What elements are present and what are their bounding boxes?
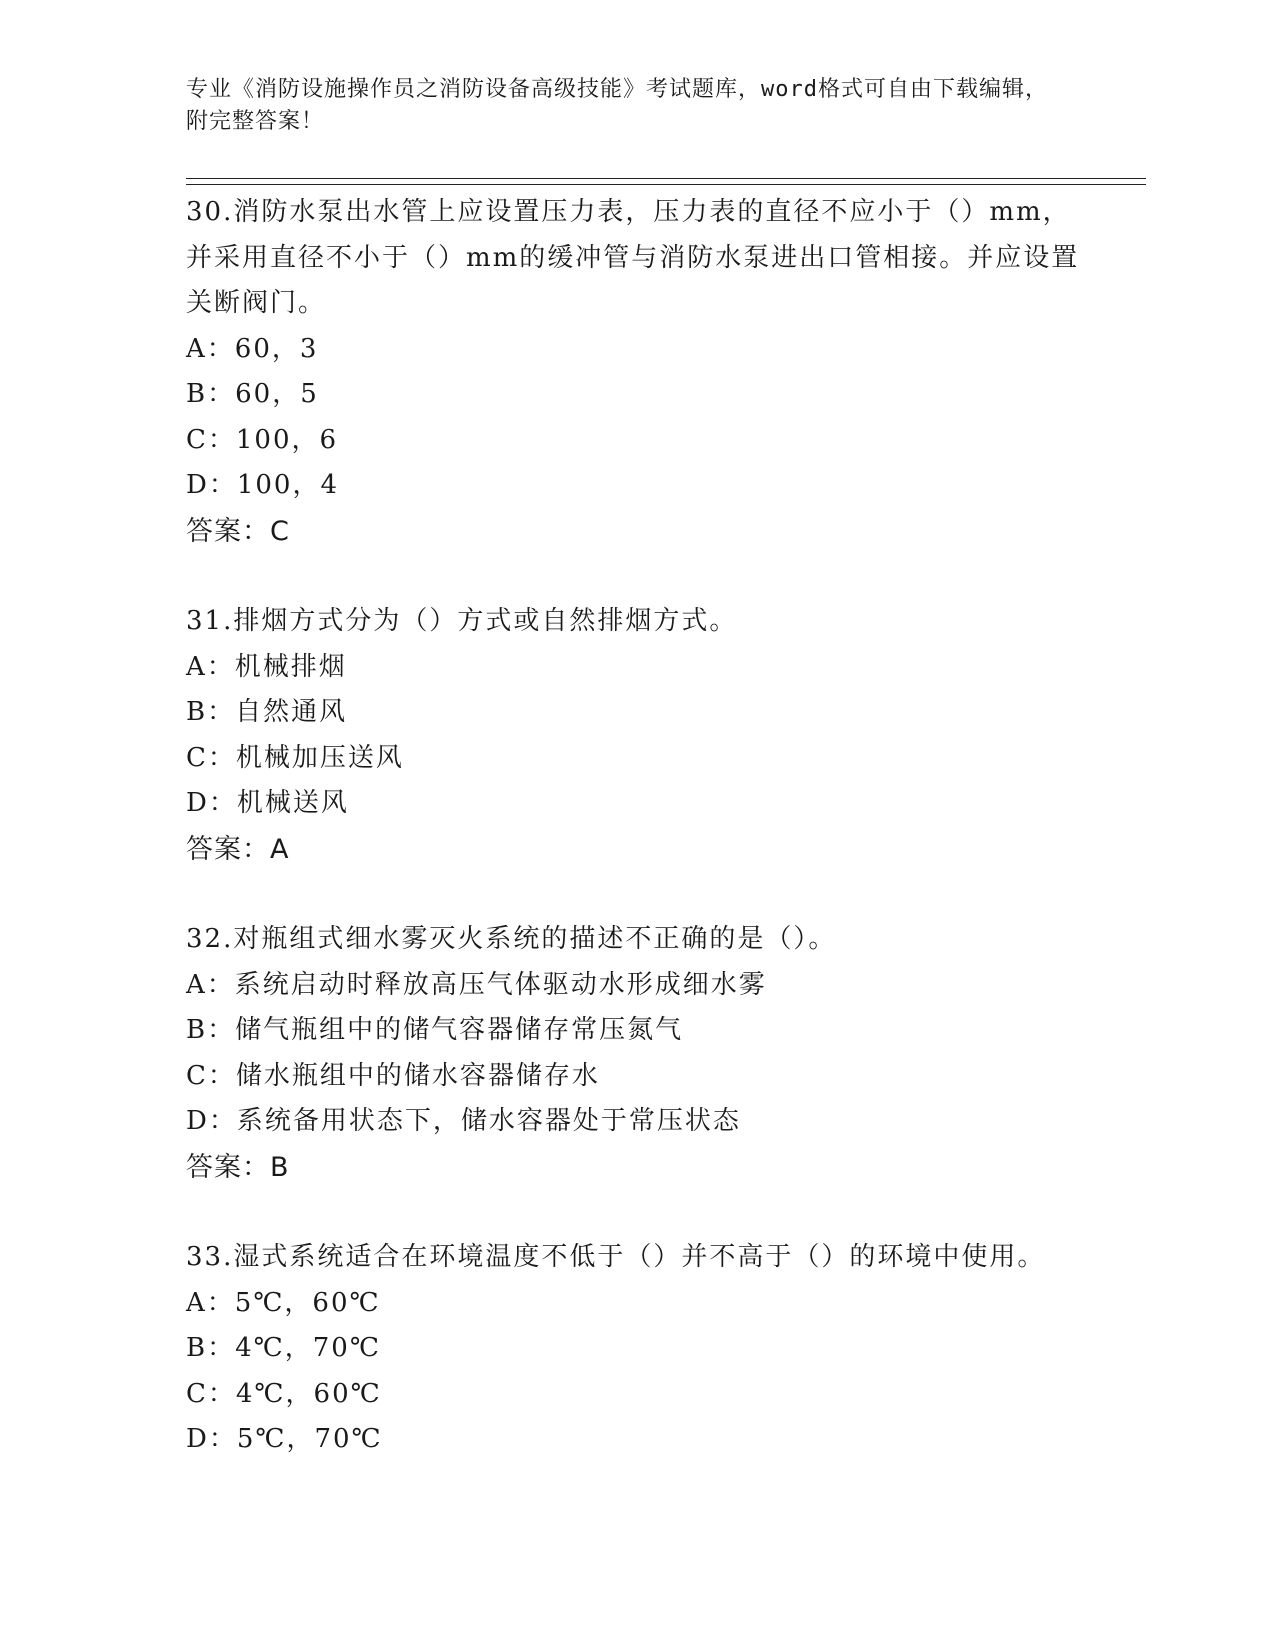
option-d: D：5℃，70℃	[186, 1424, 383, 1454]
question-31	[186, 599, 1086, 872]
option-b: B：自然通风	[186, 697, 348, 727]
question-list	[186, 190, 1086, 1463]
question-stem: 31.排烟方式分为（）方式或自然排烟方式。	[186, 606, 738, 636]
option-d: D：100，4	[186, 470, 340, 500]
question-30	[186, 190, 1086, 554]
option-a: A：机械排烟	[186, 651, 347, 682]
option-b: B：储气瓶组中的储气容器储存常压氮气	[186, 1015, 684, 1045]
option-c: C：100，6	[186, 424, 339, 455]
option-d: D：机械送风	[186, 788, 349, 818]
option-c: C：4℃，60℃	[186, 1378, 382, 1409]
question-33	[186, 1235, 1086, 1463]
header-divider-bottom	[186, 184, 1146, 185]
option-c: C：机械加压送风	[186, 742, 404, 773]
option-d: D：系统备用状态下，储水容器处于常压状态	[186, 1106, 741, 1136]
option-b: B：60，5	[186, 379, 319, 409]
question-stem: 32.对瓶组式细水雾灭火系统的描述不正确的是（）。	[186, 924, 837, 954]
answer-line: 答案：A	[186, 833, 290, 865]
option-b: B：4℃，70℃	[186, 1333, 381, 1363]
option-a: A：系统启动时释放高压气体驱动水形成细水雾	[186, 969, 767, 1000]
header-divider-top	[186, 178, 1146, 179]
answer-line: 答案：B	[186, 1151, 290, 1183]
question-stem: 33.湿式系统适合在环境温度不低于（）并不高于（）的环境中使用。	[186, 1242, 1046, 1272]
question-stem: 30.消防水泵出水管上应设置压力表，压力表的直径不应小于（）mm，并采用直径不小于（）mm的缓冲管与消防水泵进出口管相接。并应设置关断阀门。	[186, 197, 1080, 318]
document-header: 专业《消防设施操作员之消防设备高级技能》考试题库，word格式可自由下载编辑，附完整答案！	[186, 77, 1048, 134]
option-a: A：5℃，60℃	[186, 1287, 381, 1318]
question-32	[186, 917, 1086, 1190]
option-c: C：储水瓶组中的储水容器储存水	[186, 1060, 600, 1091]
answer-line: 答案：C	[186, 515, 290, 547]
option-a: A：60，3	[186, 333, 319, 364]
